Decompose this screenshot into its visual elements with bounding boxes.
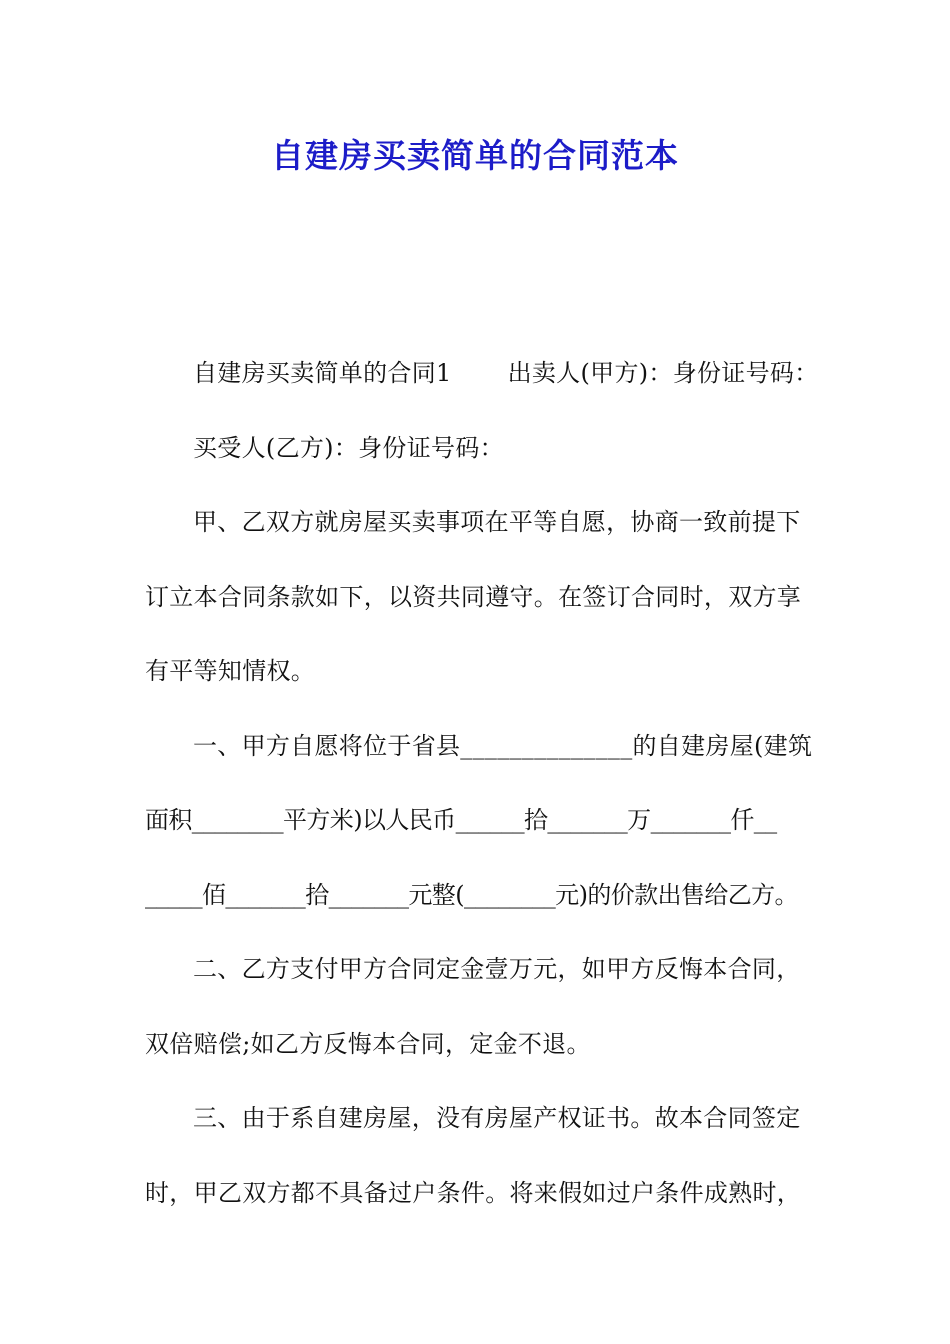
- paragraph-line-9: 二、乙方支付甲方合同定金壹万元，如甲方反悔本合同，: [193, 955, 801, 983]
- paragraph-line-4: 订立本合同条款如下，以资共同遵守。在签订合同时，双方享: [145, 582, 802, 611]
- paragraph-line-5: 有平等知情权。: [145, 657, 316, 685]
- paragraph-line-12: 时，甲乙双方都不具备过户条件。将来假如过户条件成熟时，: [145, 1178, 802, 1207]
- paragraph-line-6: 一、甲方自愿将位于省县______________的自建房屋(建筑: [193, 731, 813, 760]
- contract-label: 自建房买卖简单的合同1: [193, 359, 452, 387]
- document-body: [145, 336, 817, 1230]
- paragraph-line-3: 甲、乙双方就房屋买卖事项在平等自愿，协商一致前提下: [193, 508, 801, 536]
- document-title: 自建房买卖简单的合同范本: [271, 136, 679, 175]
- paragraph-line-1: [145, 336, 817, 411]
- paragraph-line-11: 三、由于系自建房屋，没有房屋产权证书。故本合同签定: [193, 1104, 801, 1132]
- seller-info: 出卖人(甲方)：身份证号码：: [507, 359, 819, 387]
- paragraph-line-10: 双倍赔偿;如乙方反悔本合同，定金不退。: [145, 1029, 591, 1058]
- paragraph-line-7: 面积________平方米)以人民币______拾_______万_______仟__: [145, 806, 777, 834]
- paragraph-line-2: 买受人(乙方)：身份证号码：: [193, 433, 504, 462]
- paragraph-line-8: _____佰_______拾_______元整(________元)的价款出售给乙方。: [145, 880, 798, 909]
